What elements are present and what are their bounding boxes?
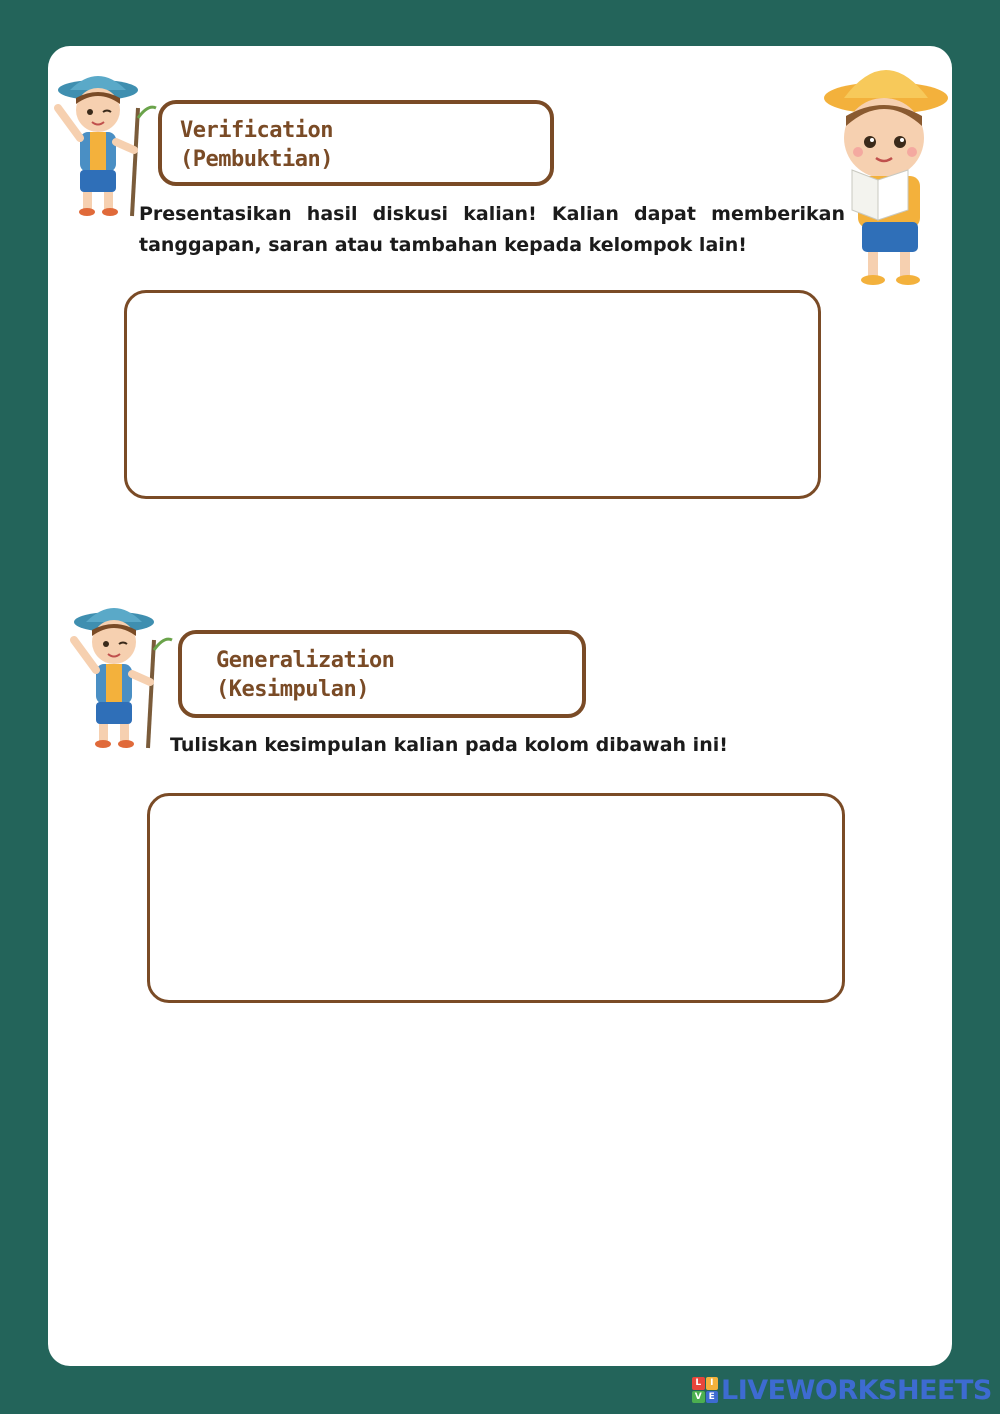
logo-letter-v: V [692,1391,705,1404]
section1-title [180,116,333,174]
logo-letter-l: L [692,1377,705,1390]
section1-title-box [158,100,554,186]
section2-title-box [178,630,586,718]
section1-title-line1: Verification [180,118,333,143]
liveworksheets-logo-text: LIVEWORKSHEETS [721,1374,992,1406]
worksheet-page [48,46,952,1366]
liveworksheets-logo [692,1374,992,1406]
boy-waving-illustration [50,68,165,218]
logo-letter-i: I [706,1377,719,1390]
section2-title-line2: (Kesimpulan) [216,677,369,702]
boy-waving-illustration-2 [62,600,177,750]
section2-title [216,646,394,704]
liveworksheets-logo-icon [692,1377,718,1403]
section1-answer-box[interactable] [124,290,821,499]
section1-instruction: Presentasikan hasil diskusi kalian! Kalian dapat memberikan tanggapan, saran atau tambahan kepada kelompok lain! [139,203,845,256]
section1-title-line2: (Pembuktian) [180,147,333,172]
section2-answer-box[interactable] [147,793,845,1003]
section2-title-line1: Generalization [216,648,395,673]
section2-instruction: Tuliskan kesimpulan kalian pada kolom dibawah ini! [170,734,728,756]
logo-letter-e: E [706,1391,719,1404]
